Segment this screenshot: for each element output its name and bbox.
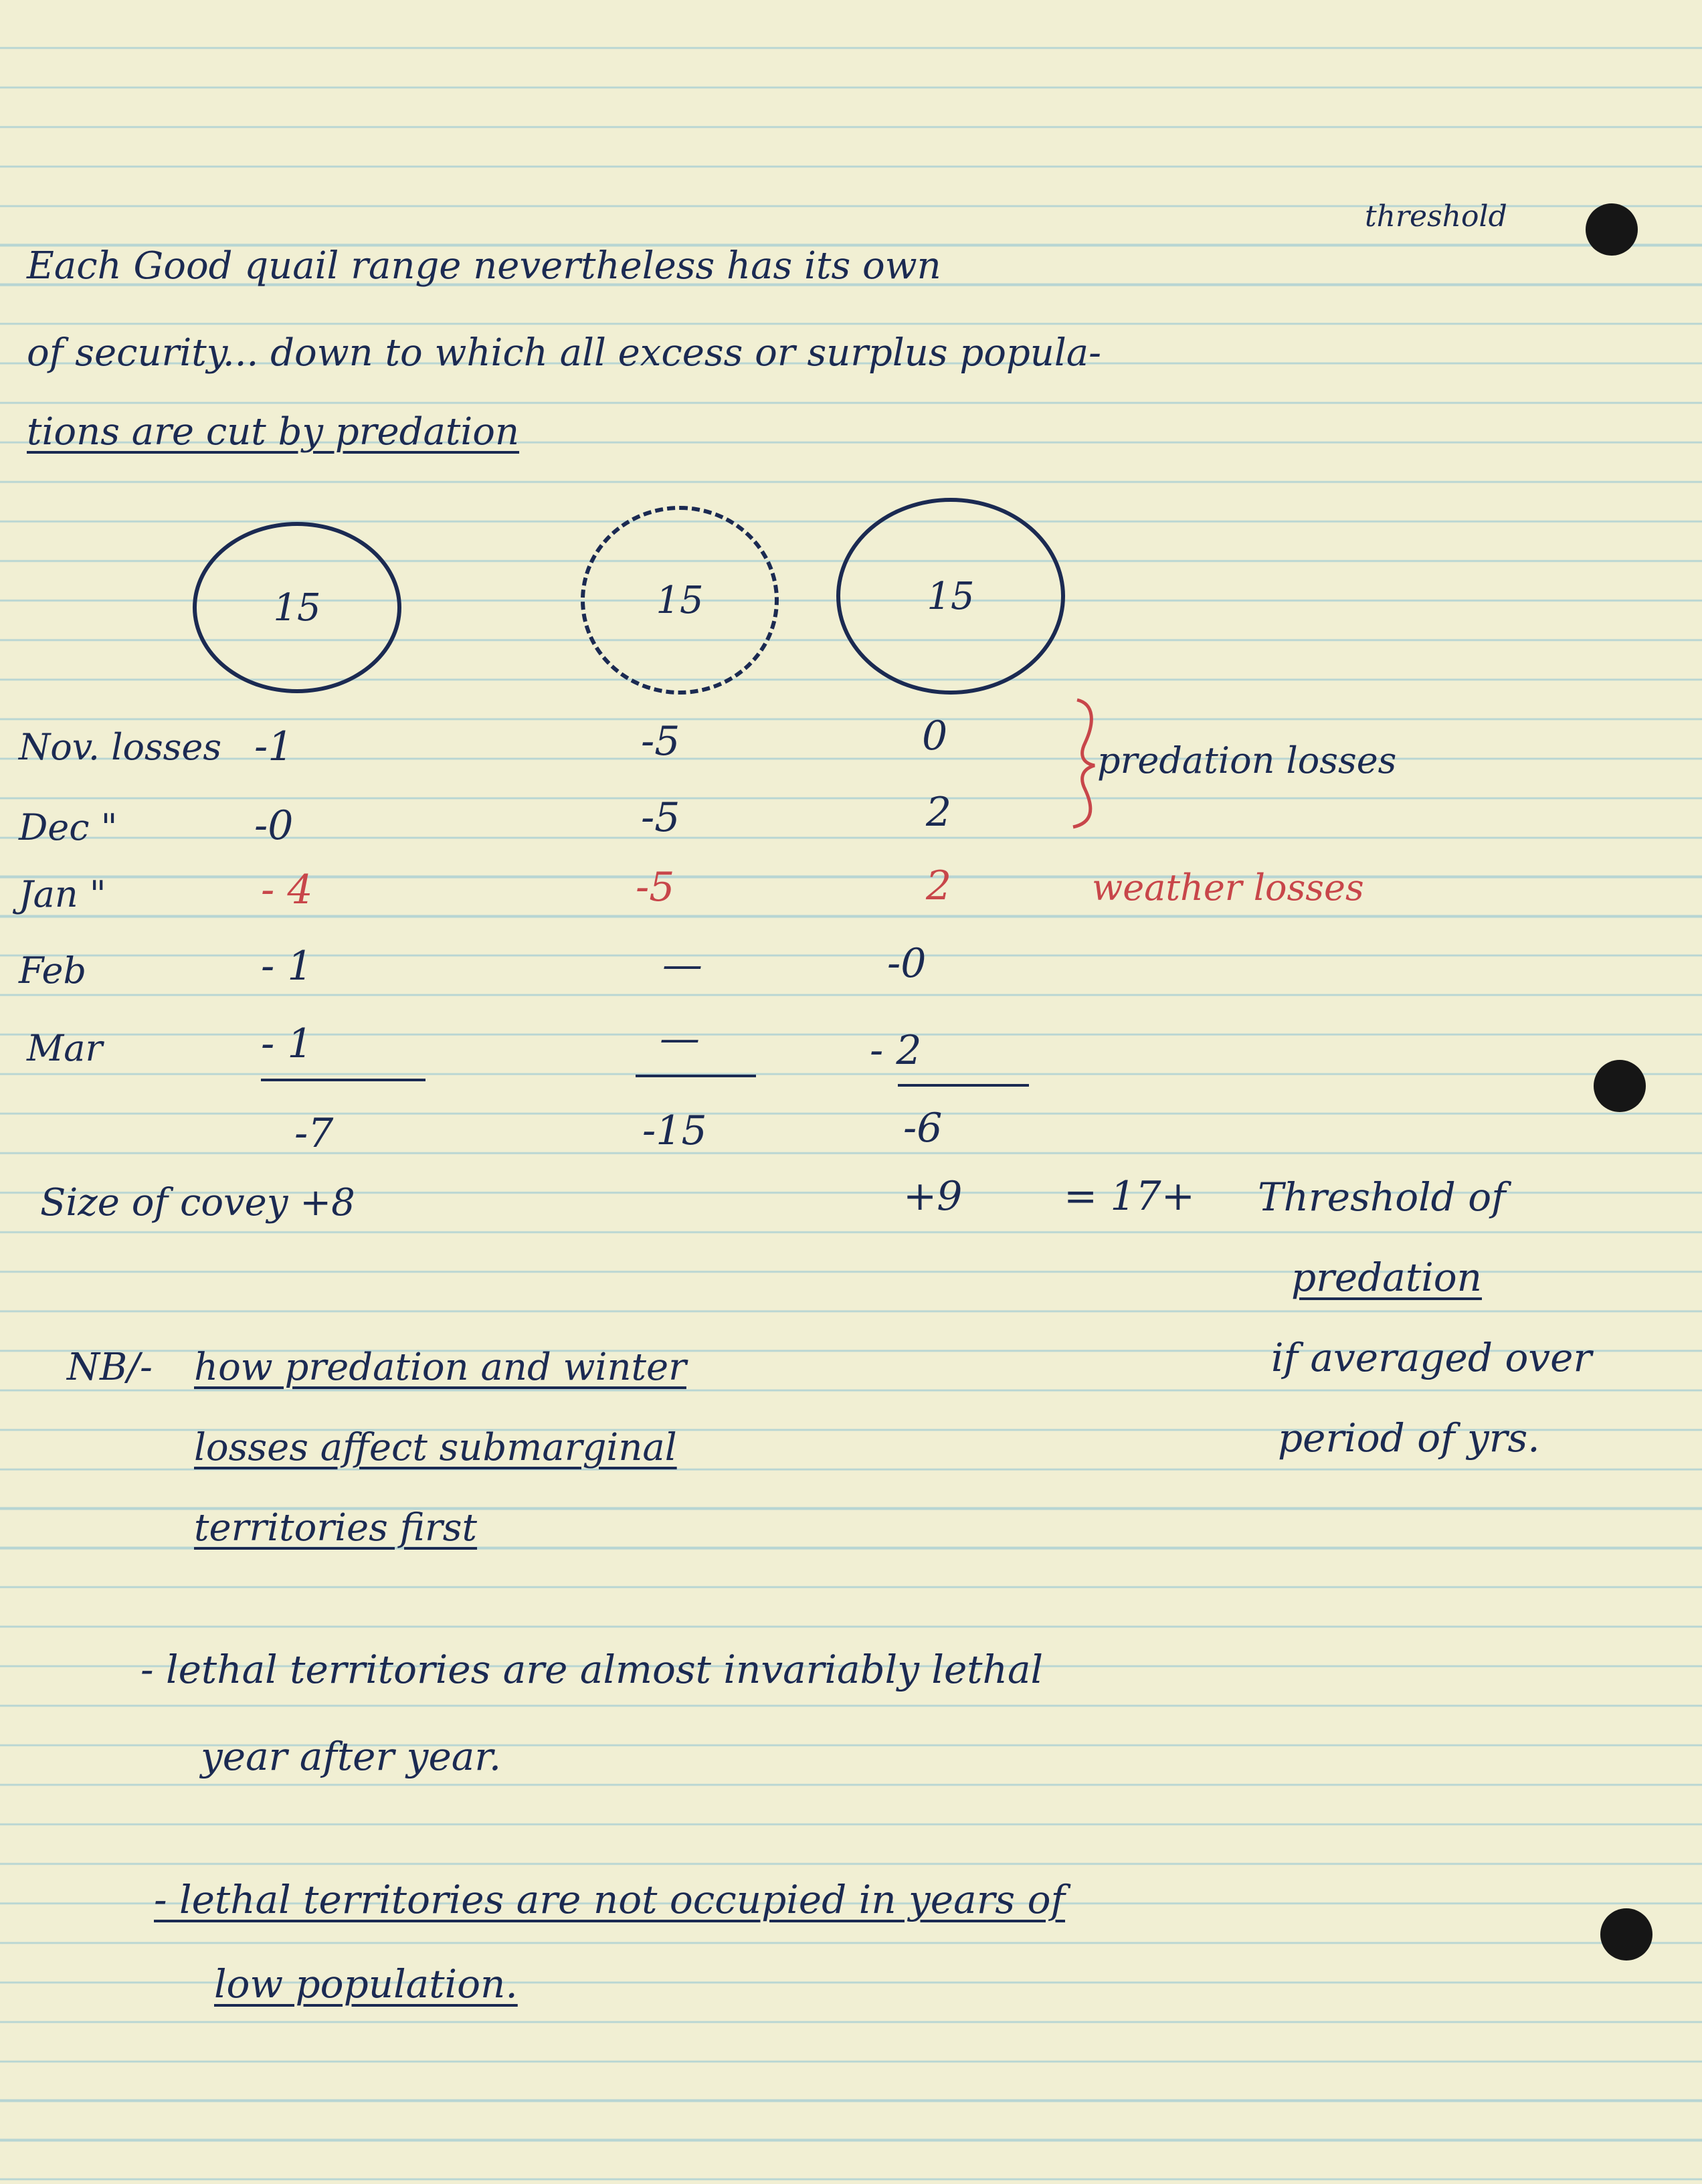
punch-hole [1600,1908,1652,1961]
bullet-line: - lethal territories are almost invariably lethal [140,1647,1044,1692]
nb-prefix: NB/- [67,1346,153,1389]
intro-line-2: of security... down to which all excess or surplus popula- [27,331,1102,375]
cell-nov-col2: -5 [641,718,680,765]
result-note: Threshold of [1258,1174,1506,1220]
cell-jan-col1: - 4 [261,867,313,913]
row-label: Mar [27,1027,103,1069]
row-label: Dec " [19,806,118,848]
intro-line-3: tions are cut by predation [27,410,520,454]
result-note: if averaged over [1271,1335,1592,1380]
cell-feb-col2: — [662,941,702,988]
cell-dec-col1: -0 [254,802,294,849]
cell-jan-col3: 2 [926,862,952,909]
punch-hole [1586,203,1638,256]
row-label: Nov. losses [19,726,222,768]
covey-circle-2 [581,506,779,695]
covey-size: 15 [656,578,704,622]
cell-dec-col3: 2 [926,789,952,836]
sum-rule [636,1075,756,1077]
total-col1: -7 [294,1110,334,1157]
cell-mar-col2: — [660,1015,700,1062]
result-equals: = 17+ [1064,1173,1195,1220]
total-col2: -15 [642,1107,707,1154]
cell-mar-col1: - 1 [261,1020,313,1067]
nb-line: losses affect submarginal [194,1426,677,1469]
bullet-line: - lethal territories are not occupied in years of [154,1877,1066,1922]
cell-feb-col1: - 1 [261,943,313,990]
row-label: Jan " [19,873,106,915]
nb-line: how predation and winter [194,1346,686,1389]
size-of-covey: Size of covey +8 [40,1181,355,1224]
sum-rule [898,1084,1029,1087]
cell-feb-col3: -0 [887,940,927,987]
punch-hole [1594,1060,1646,1112]
total-col3: -6 [903,1105,943,1152]
cell-nov-col3: 0 [922,713,948,759]
cell-nov-col1: -1 [254,723,294,770]
bullet-line: year after year. [201,1734,502,1779]
cell-jan-col2: -5 [636,864,675,911]
row-label: Feb [19,949,87,992]
covey-size: 15 [273,585,321,630]
cell-mar-col3: - 2 [870,1027,922,1074]
weather-note: weather losses [1092,867,1364,909]
bullet-line: low population. [214,1961,518,2007]
result-note: predation [1291,1255,1483,1300]
covey-size: 15 [927,574,975,618]
bracket-note: predation losses [1097,739,1397,782]
nb-line: territories first [194,1506,478,1550]
covey-circle-1 [193,522,401,693]
intro-line-1: Each Good quail range nevertheless has its own [27,244,941,288]
result-value: +9 [903,1173,963,1220]
sum-rule [261,1079,426,1081]
result-note: period of yrs. [1278,1415,1540,1461]
intro-insert-threshold: threshold [1365,199,1507,234]
covey-circle-3 [836,498,1065,695]
cell-dec-col2: -5 [641,794,680,841]
